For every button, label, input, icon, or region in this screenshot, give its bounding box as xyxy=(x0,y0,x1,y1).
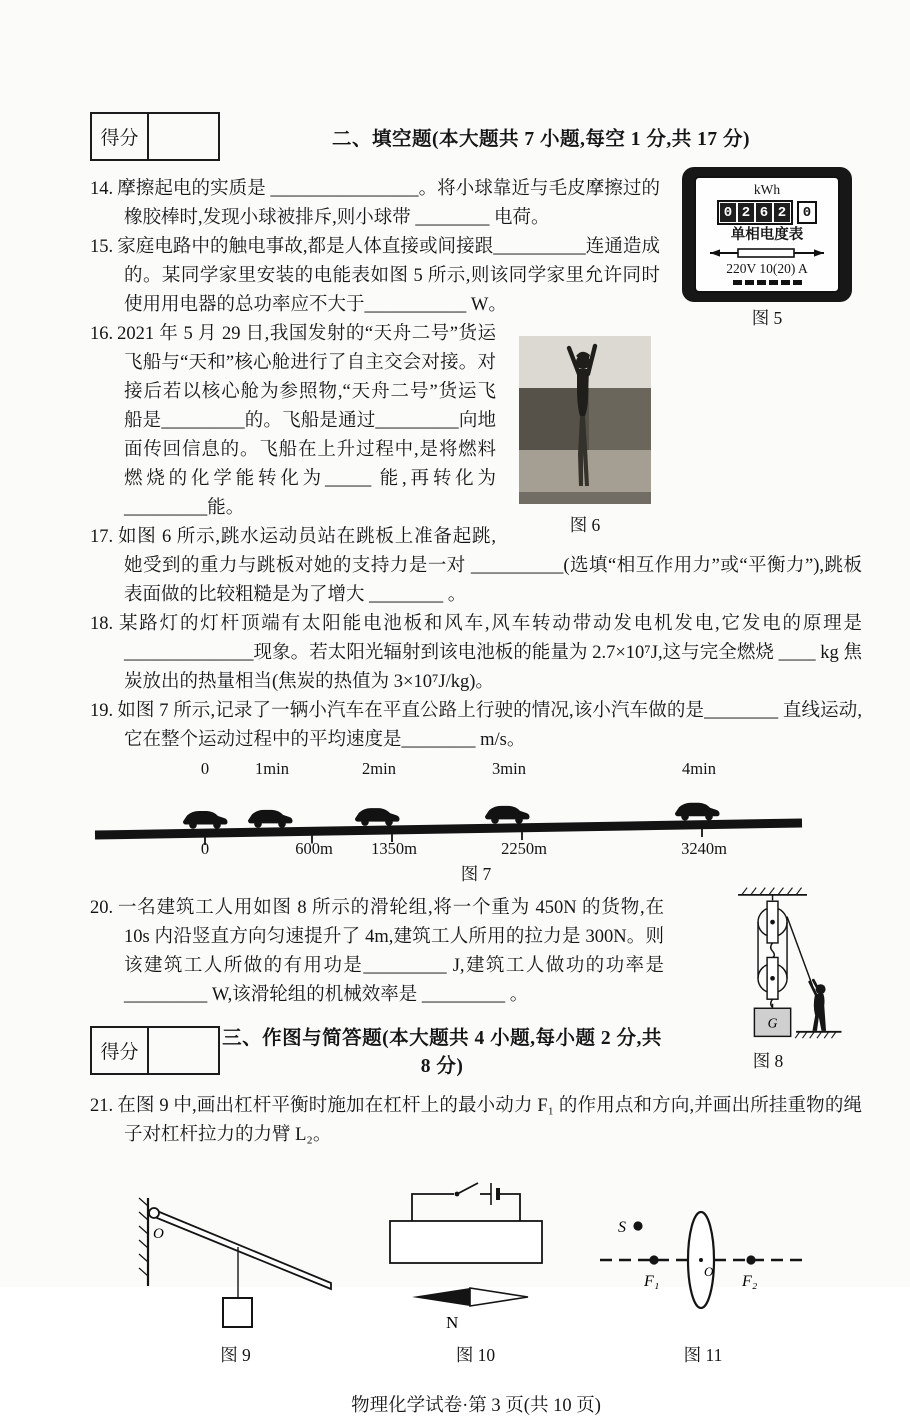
page-footer: 物理化学试卷·第 3 页(共 10 页) xyxy=(351,1396,601,1416)
meter-terminal-icon xyxy=(708,246,826,260)
time-label: 3min xyxy=(492,759,526,778)
question-number: 16. xyxy=(90,324,114,344)
question-number: 14. xyxy=(90,179,114,199)
meter-digit: 6 xyxy=(756,203,772,222)
question-text: 如图 7 所示,记录了一辆小汽车在平直公路上行驶的情况,该小汽车做的是________ 直线运动,它在整个运动过程中的平均速度是________ m/s。 xyxy=(117,701,862,750)
focus-f2-label: F₂ xyxy=(741,1273,757,1290)
diver-photo xyxy=(519,336,651,504)
question-16 xyxy=(90,320,862,523)
question-text: 一名建筑工人用如图 8 所示的滑轮组,将一个重为 450N 的货物,在 10s 内沿竖直方向匀速提升了 4m,建筑工人所用的拉力是 300N。则该建筑工人所做的有用功是_________ J,建筑工人做功的功率是_________ W,该滑轮组的机械效率是 _________ 。 xyxy=(117,898,664,1005)
figure-10-solenoid-compass xyxy=(363,1166,588,1367)
pivot-label: O xyxy=(153,1226,164,1242)
worker-figure xyxy=(810,980,826,1031)
score-label: 得分 xyxy=(92,1028,149,1073)
figure-10-caption: 图 10 xyxy=(455,1345,496,1365)
car-icon xyxy=(675,803,720,821)
figure-11-caption: 图 11 xyxy=(683,1345,723,1365)
score-value-cell xyxy=(149,1028,218,1073)
question-17 xyxy=(90,523,862,610)
meter-digit-register xyxy=(699,200,835,225)
figure-8-caption: 图 8 xyxy=(752,1051,784,1071)
point-s-label: S xyxy=(617,1219,626,1236)
figure-7-caption: 图 7 xyxy=(460,864,492,884)
figure-9-caption: 图 9 xyxy=(220,1345,251,1365)
distance-label: 600m xyxy=(295,839,333,858)
figure-5-electric-meter xyxy=(672,167,862,330)
distance-label: 0 xyxy=(200,839,210,858)
question-19 xyxy=(90,697,862,755)
meter-digit: 0 xyxy=(720,203,736,222)
question-18 xyxy=(90,610,862,697)
section-three-header xyxy=(90,1022,664,1078)
time-label: 4min xyxy=(682,759,716,778)
meter-dial-panel xyxy=(694,176,840,293)
section-three-title: 三、作图与简答题(本大题共 4 小题,每小题 2 分,共 8 分) xyxy=(222,1028,662,1077)
meter-type-label: 单相电度表 xyxy=(730,227,804,243)
meter-body xyxy=(682,167,852,302)
figure-11-lens xyxy=(588,1194,818,1367)
car-icon xyxy=(183,811,228,829)
car-icon xyxy=(485,806,530,824)
car-icon xyxy=(355,808,400,826)
time-label: 2min xyxy=(362,759,396,778)
figure-9-lever xyxy=(108,1182,363,1367)
bottom-figures-row xyxy=(108,1166,862,1367)
question-text: 2021 年 5 月 29 日,我国发射的“天舟二号”货运飞船与“天和”核心舱进行了自主交会对接。对接后若以核心舱为参照物,“天舟二号”货运飞船是_________的。飞船是通过_________向地面传回信息的。飞船在上升过程中,是将燃料燃烧的化学能转化为_____ 能,再转化为_________能。 xyxy=(117,324,496,518)
distance-label: 1350m xyxy=(371,839,417,858)
figure-5-caption: 图 5 xyxy=(751,308,783,328)
solenoid-diagram xyxy=(378,1166,573,1334)
meter-digit-decimal: 0 xyxy=(797,201,817,224)
score-box xyxy=(90,1026,220,1075)
focus-f1-label: F₁ xyxy=(643,1273,659,1290)
compass-needle-icon xyxy=(412,1288,528,1306)
question-number: 21. xyxy=(90,1096,114,1116)
figure-6-caption: 图 6 xyxy=(569,515,601,535)
meter-digit: 2 xyxy=(774,203,790,222)
pulley-diagram xyxy=(683,884,853,1040)
time-label: 1min xyxy=(255,759,289,778)
figure-6-diver-photo xyxy=(510,336,660,535)
question-text: 在图 9 中,画出杠杆平衡时施加在杠杆上的最小动力 F₁ 的作用点和方向,并画出所挂重物的绳子对杠杆拉力的力臂 L₂。 xyxy=(117,1096,862,1145)
question-number: 17. xyxy=(90,527,114,547)
question-number: 15. xyxy=(90,237,114,257)
distance-label: 3240m xyxy=(681,839,727,858)
question-21 xyxy=(90,1092,862,1150)
needle-north-label: N xyxy=(446,1313,459,1332)
center-o-label: O xyxy=(703,1264,713,1279)
section-two-header xyxy=(90,112,862,161)
score-label: 得分 xyxy=(92,114,149,159)
meter-unit-label: kWh xyxy=(753,182,781,197)
score-box xyxy=(90,112,220,161)
question-number: 20. xyxy=(90,898,114,918)
question-text: 摩擦起电的实质是 ________________。将小球靠近与毛皮摩擦过的橡胶棒时,发现小球被排斥,则小球带 ________ 电荷。 xyxy=(117,179,660,228)
question-text: 家庭电路中的触电事故,都是人体直接或间接跟__________连通造成的。某同学家里安装的电能表如图 5 所示,则该同学家里允许同时使用用电器的总功率应不大于___________ W。 xyxy=(117,237,660,315)
score-value-cell xyxy=(149,114,218,159)
lens-diagram xyxy=(596,1194,811,1334)
figure-8-pulley-system xyxy=(674,884,862,1073)
distance-label: 2250m xyxy=(501,839,547,858)
figure-7-car-motion-diagram xyxy=(90,761,862,863)
meter-rating-label: 220V 10(20) A xyxy=(726,261,808,276)
weight-label: G xyxy=(767,1015,778,1031)
meter-terminals xyxy=(699,280,835,285)
question-text: 如图 6 所示,跳水运动员站在跳板上准备起跳,她受到的重力与跳板对她的支持力是一对 __________(选填“相互作用力”或“平衡力”),跳板表面做的比较粗糙是为了增大 ________ 。 xyxy=(117,527,862,605)
question-number: 18. xyxy=(90,614,114,634)
section-two-title: 二、填空题(本大题共 7 小题,每空 1 分,共 17 分) xyxy=(332,128,750,150)
question-text: 某路灯的灯杆顶端有太阳能电池板和风车,风车转动带动发电机发电,它发电的原理是 ______________现象。若太阳光辐射到该电池板的能量为 2.7×10⁷J,这与完全燃烧 ____ kg 焦炭放出的热量相当(焦炭的热值为 3×10⁷J/kg)。 xyxy=(117,614,862,692)
car-icon xyxy=(248,810,293,828)
meter-digit: 2 xyxy=(738,203,754,222)
time-label: 0 xyxy=(200,759,210,778)
question-number: 19. xyxy=(90,701,114,721)
lever-diagram xyxy=(118,1182,353,1334)
